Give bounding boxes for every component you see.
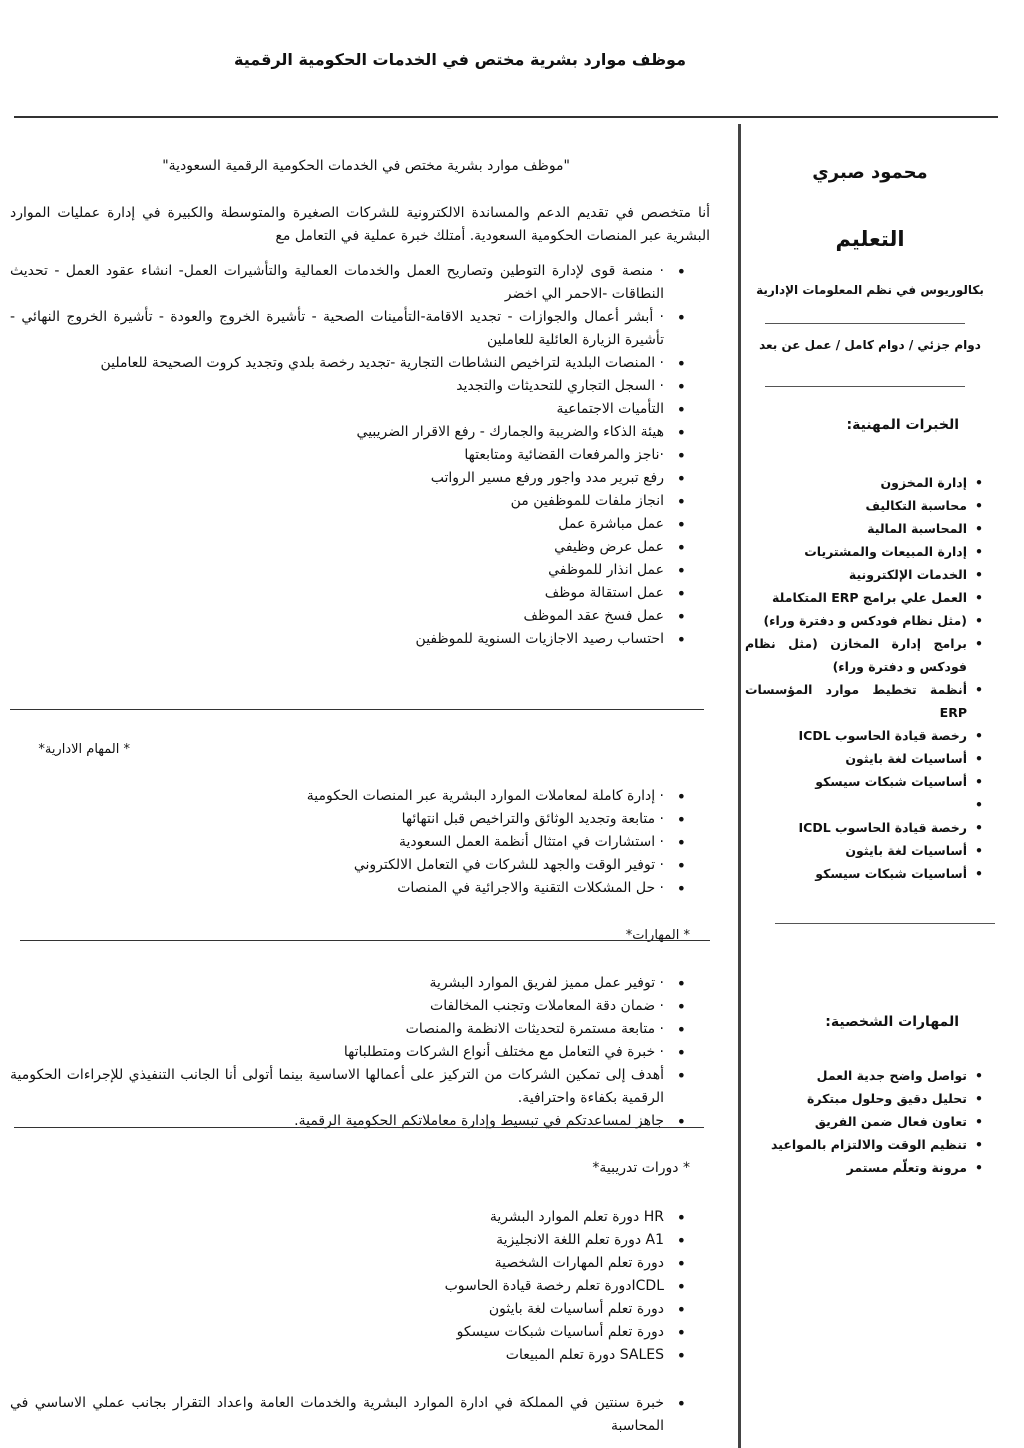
list-item: • A1 دورة تعلم اللغة الانجليزية	[10, 1229, 686, 1252]
list-item: • مرونة وتعلّم مستمر	[745, 1156, 983, 1179]
sidebar-divider	[775, 923, 995, 924]
list-item: • دورة تعلم أساسيات شبكات سيسكو	[10, 1321, 686, 1344]
page-title: موظف موارد بشرية مختص في الخدمات الحكومية الرقمية	[234, 50, 686, 69]
sidebar-divider	[765, 323, 965, 324]
education-heading: التعليم	[835, 227, 905, 251]
list-item: • تواصل واضح جدية العمل	[745, 1064, 983, 1087]
admin-tasks-list	[10, 785, 710, 900]
list-item: • أساسيات شبكات سيسكو	[745, 770, 983, 793]
list-item: • · المنصات البلدية لتراخيص النشاطات التجارية -تجديد رخصة بلدي وتجديد كروت الصحيحة للعاملين	[10, 352, 686, 375]
list-item: • (مثل نظام فودكس و دفترة وراء)	[745, 609, 983, 632]
experience-heading: الخبرات المهنية:	[846, 417, 959, 433]
list-item: • تنظيم الوقت والالتزام بالمواعيد	[745, 1133, 983, 1156]
experience-summary-list	[10, 1392, 710, 1438]
list-item: • · إدارة كاملة لمعاملات الموارد البشرية عبر المنصات الحكومية	[10, 785, 686, 808]
summary-quote: "موظف موارد بشرية مختص في الخدمات الحكومية الرقمية السعودية"	[162, 158, 570, 174]
list-item: • HR دورة تعلم الموارد البشرية	[10, 1206, 686, 1229]
skills-heading: * المهارات*	[625, 928, 690, 943]
list-item: • انجاز ملفات للموظفين من	[10, 490, 686, 513]
sidebar-divider	[765, 386, 965, 387]
section-divider	[14, 1127, 704, 1128]
list-item: • جاهز لمساعدتكم في تبسيط وإدارة معاملاتكم الحكومية الرقمية.	[10, 1110, 686, 1133]
list-item: • · استشارات في امتثال أنظمة العمل السعودية	[10, 831, 686, 854]
work-types: دوام جزئي / دوام كامل / عمل عن بعد	[759, 338, 981, 352]
section-divider	[10, 709, 704, 710]
list-item: • عمل فسخ عقد الموظف	[10, 605, 686, 628]
list-item: • رخصة قيادة الحاسوب ICDL	[745, 816, 983, 839]
list-item: • برامج إدارة المخازن (مثل نظام فودكس و دفترة وراء)	[745, 632, 983, 678]
list-item: • · خبرة في التعامل مع مختلف أنواع الشركات ومتطلباتها	[10, 1041, 686, 1064]
list-item: • دورة تعلم أساسيات لغة بايثون	[10, 1298, 686, 1321]
skills-list	[10, 972, 710, 1133]
list-item: • أنظمة تخطيط موارد المؤسسات ERP	[745, 678, 983, 724]
list-item: • تعاون فعال ضمن الفريق	[745, 1110, 983, 1133]
section-divider	[20, 940, 710, 941]
main-content	[10, 150, 710, 651]
list-item: • رفع تبرير مدد واجور ورفع مسير الرواتب	[10, 467, 686, 490]
list-item: • · أبشر أعمال والجوازات - تجديد الاقامة-التأمينات الصحية - تأشيرة الخروج والعودة - تأشيرة الخروج النهائي - تأشيرة الزيارة العائلية للعاملين	[10, 306, 686, 352]
sidebar	[745, 150, 995, 1179]
list-item: • العمل علي برامج ERP المتكاملة	[745, 586, 983, 609]
admin-heading: * المهام الادارية*	[38, 742, 130, 757]
intro-paragraph: أنا متخصص في تقديم الدعم والمساندة الالكترونية للشركات الصغيرة والمتوسطة والكبيرة في إدارة عمليات الموارد البشرية عبر المنصات الحكومية السعودية. أمتلك خبرة عملية في التعامل مع	[10, 205, 710, 244]
list-item: • عمل استقالة موظف	[10, 582, 686, 605]
candidate-name: محمود صبري	[812, 162, 928, 183]
list-item: • · توفير عمل مميز لفريق الموارد البشرية	[10, 972, 686, 995]
list-item: • إدارة المبيعات والمشتريات	[745, 540, 983, 563]
list-item: • عمل انذار للموظفي	[10, 559, 686, 582]
list-item: • المحاسبة المالية	[745, 517, 983, 540]
list-item: • التأميات الاجتماعية	[10, 398, 686, 421]
list-item: • الخدمات الإلكترونية	[745, 563, 983, 586]
experience-list	[745, 471, 995, 885]
list-item: • عمل عرض وظيفي	[10, 536, 686, 559]
list-item: • ·ناجز والمرفعات القضائية ومتابعتها	[10, 444, 686, 467]
column-divider	[738, 124, 741, 1448]
list-item: • أساسيات لغة بايثون	[745, 747, 983, 770]
list-item: • تحليل دقيق وحلول مبتكرة	[745, 1087, 983, 1110]
courses-list	[10, 1206, 710, 1367]
list-item: • · السجل التجاري للتحديثات والتجديد	[10, 375, 686, 398]
list-item: • احتساب رصيد الاجازيات السنوية للموظفين	[10, 628, 686, 651]
list-item: • أهدف إلى تمكين الشركات من التركيز على أعمالها الاساسية بينما أتولى أنا الجانب التنفيذي للإجراءات الحكومية الرقمية بكفاءة واحترافية.	[10, 1064, 686, 1110]
list-item: • رخصة قيادة الحاسوب ICDL	[745, 724, 983, 747]
list-item: • دورة تعلم المهارات الشخصية	[10, 1252, 686, 1275]
personal-skills-heading: المهارات الشخصية:	[825, 1014, 959, 1030]
list-item: • عمل مباشرة عمل	[10, 513, 686, 536]
education-detail: بكالوريوس في نظم المعلومات الإدارية	[756, 283, 984, 297]
list-item: • أساسيات لغة بايثون	[745, 839, 983, 862]
list-item: • · ضمان دقة المعاملات وتجنب المخالفات	[10, 995, 686, 1018]
platforms-list	[10, 260, 710, 651]
personal-skills-list	[745, 1064, 995, 1179]
courses-heading: * دورات تدريبية*	[592, 1160, 690, 1176]
list-item: • · منصة قوى لإدارة التوطين وتصاريح العمل والخدمات العمالية والتأشيرات العمل- انشاء عقود العمل - تحديث النطاقات -الاحمر الي اخضر	[10, 260, 686, 306]
list-item: • · متابعة وتجديد الوثائق والتراخيص قبل انتهائها	[10, 808, 686, 831]
list-item: • أساسيات شبكات سيسكو	[745, 862, 983, 885]
list-item: • ICDLدورة تعلم رخصة قيادة الحاسوب	[10, 1275, 686, 1298]
list-item: • · توفير الوقت والجهد للشركات في التعامل الالكتروني	[10, 854, 686, 877]
list-item: • خبرة سنتين في المملكة في ادارة الموارد البشرية والخدمات العامة واعداد التقرار بجانب عملي الاساسي في المحاسبة	[10, 1392, 686, 1438]
list-item: • إدارة المخزون	[745, 471, 983, 494]
list-item: • هيئة الذكاء والضريبة والجمارك - رفع الاقرار الضريبيي	[10, 421, 686, 444]
header-divider	[14, 116, 998, 118]
list-item: • محاسبة التكاليف	[745, 494, 983, 517]
list-item: • · حل المشكلات التقنية والاجرائية في المنصات	[10, 877, 686, 900]
list-item: • SALES دورة تعلم المبيعات	[10, 1344, 686, 1367]
list-item	[745, 793, 983, 816]
list-item: • · متابعة مستمرة لتحديثات الانظمة والمنصات	[10, 1018, 686, 1041]
